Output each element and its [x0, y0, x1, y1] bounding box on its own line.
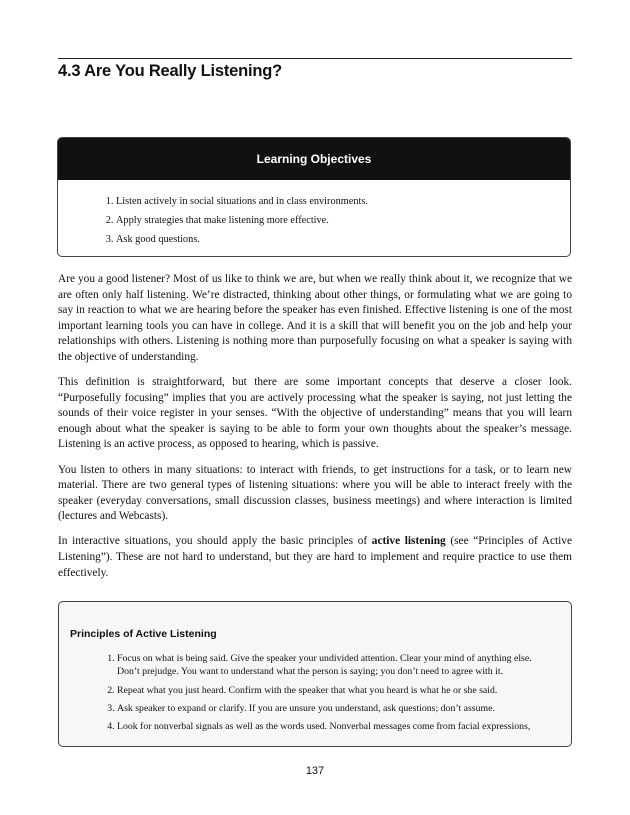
principle-item: 3. Ask speaker to expand or clarify. If you are unsure you understand, ask questions; don’t assume. — [117, 702, 537, 715]
learning-objectives-heading: Learning Objectives — [58, 138, 570, 180]
principle-item: 4. Look for nonverbal signals as well as the words used. Nonverbal messages come from facial expressions, — [117, 720, 537, 733]
paragraph: You listen to others in many situations: to interact with friends, to get instructions for a task, or to learn new material. There are two general types of listening situations: where you will be able to interact freely with the speaker (everyday conversations, small discussion classes, business meetings) and where interaction is limited (lectures and Webcasts). — [58, 463, 572, 523]
page-number: 137 — [305, 765, 325, 777]
paragraph — [58, 534, 572, 581]
principles-box — [58, 601, 572, 747]
learning-objectives-box — [57, 137, 571, 257]
principle-item: 1. Focus on what is being said. Give the speaker your undivided attention. Clear your mind of anything else. Don’t prejudge. You want to understand what the person is saying; you don’t need to agree with it. — [117, 652, 537, 679]
paragraph: This definition is straightforward, but there are some important concepts that deserve a closer look. “Purposefully focusing” implies that you are actively processing what the speaker is saying, not just letting the sounds of their voice register in your senses. “With the objective of understanding” means that you will learn enough about what the speaker is saying to be able to form your own thoughts about the speaker’s message. Listening is an active process, as opposed to hearing, which is passive. — [58, 376, 572, 451]
objective-item: 2. Apply strategies that make listening more effective. — [116, 211, 570, 230]
principles-list — [59, 652, 537, 738]
principles-heading: Principles of Active Listening — [70, 628, 217, 640]
body-text — [58, 272, 572, 591]
objectives-list — [58, 192, 570, 249]
objective-item: 3. Ask good questions. — [116, 230, 570, 249]
section-title: 4.3 Are You Really Listening? — [58, 62, 283, 80]
paragraph: Are you a good listener? Most of us like to think we are, but when we really think about it, we recognize that we are often only half listening. We’re distracted, thinking about other things, or formulating what we are going to say in reaction to what we are hearing before the speaker has even finished. Effective listening is one of the most important learning tools you can have in college. And it is a skill that will benefit you on the job and help your relationships with others. Listening is nothing more than purposefully focusing on what a speaker is saying with the objective of understanding. — [58, 273, 572, 363]
principle-item: 2. Repeat what you just heard. Confirm with the speaker that what you heard is what he or she said. — [117, 684, 537, 697]
paragraph-text: (see “Principles of Active Listening”). These are not hard to understand, but they are hard to implement and require practice to use them effectively. — [58, 535, 572, 579]
bold-term: active listening — [371, 535, 446, 548]
paragraph-text: In interactive situations, you should apply the basic principles of — [58, 535, 372, 548]
top-rule — [58, 58, 572, 59]
objective-item: 1. Listen actively in social situations and in class environments. — [116, 192, 570, 211]
